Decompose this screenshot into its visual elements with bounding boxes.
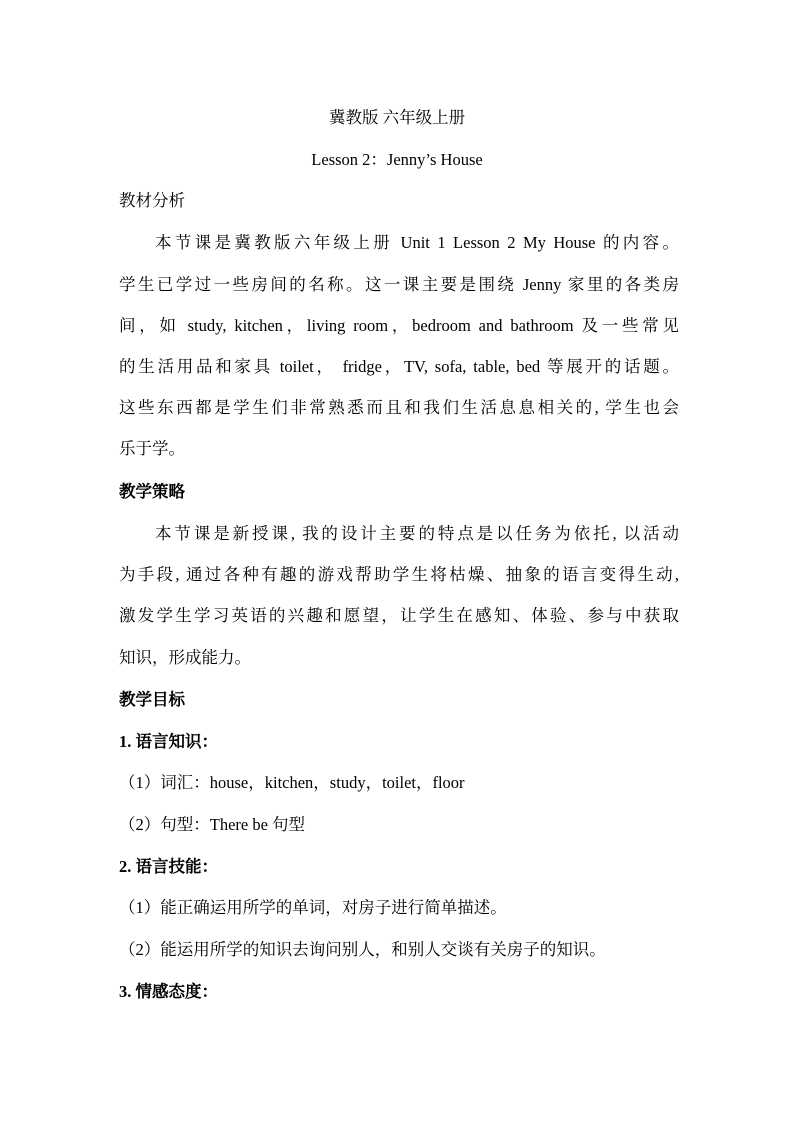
paragraph-line: 为手段, 通过各种有趣的游戏帮助学生将枯燥、抽象的语言变得生动, <box>119 565 679 584</box>
paragraph-line: 间，如 study, kitchen，living room，bedroom and bathroom 及一些常见 <box>119 316 679 335</box>
section-heading-goals: 教学目标 <box>119 690 185 709</box>
paragraph-line: 乐于学。 <box>119 439 185 458</box>
paragraph-line: 本节课是冀教版六年级上册 Unit 1 Lesson 2 My House 的内容。 <box>155 233 679 252</box>
lesson-title: Lesson 2：Jenny’s House <box>311 150 483 169</box>
goal-point: （1）能正确运用所学的单词，对房子进行简单描述。 <box>119 898 507 917</box>
publisher-line: 冀教版 六年级上册 <box>328 108 466 127</box>
goal-title: 3. 情感态度： <box>119 982 218 1001</box>
section-heading-strategy: 教学策略 <box>119 482 185 501</box>
paragraph-line: 这些东西都是学生们非常熟悉而且和我们生活息息相关的, 学生也会 <box>119 398 679 417</box>
goal-title: 2. 语言技能： <box>119 857 218 876</box>
paragraph-line: 的生活用品和家具 toilet， fridge，TV, sofa, table, bed 等展开的话题。 <box>119 357 679 376</box>
goal-title: 1. 语言知识： <box>119 732 218 751</box>
goal-point: （2）能运用所学的知识去询问别人，和别人交谈有关房子的知识。 <box>119 940 606 959</box>
goal-point: （2）句型：There be 句型 <box>119 815 306 834</box>
paragraph-line: 学生已学过一些房间的名称。这一课主要是围绕 Jenny 家里的各类房 <box>119 275 679 294</box>
paragraph-line: 知识，形成能力。 <box>119 648 251 667</box>
goal-point: （1）词汇：house，kitchen，study，toilet，floor <box>119 773 465 792</box>
section-heading-material: 教材分析 <box>119 191 185 210</box>
paragraph-line: 本节课是新授课, 我的设计主要的特点是以任务为依托, 以活动 <box>155 524 679 543</box>
paragraph-line: 激发学生学习英语的兴趣和愿望，让学生在感知、体验、参与中获取 <box>119 606 679 625</box>
